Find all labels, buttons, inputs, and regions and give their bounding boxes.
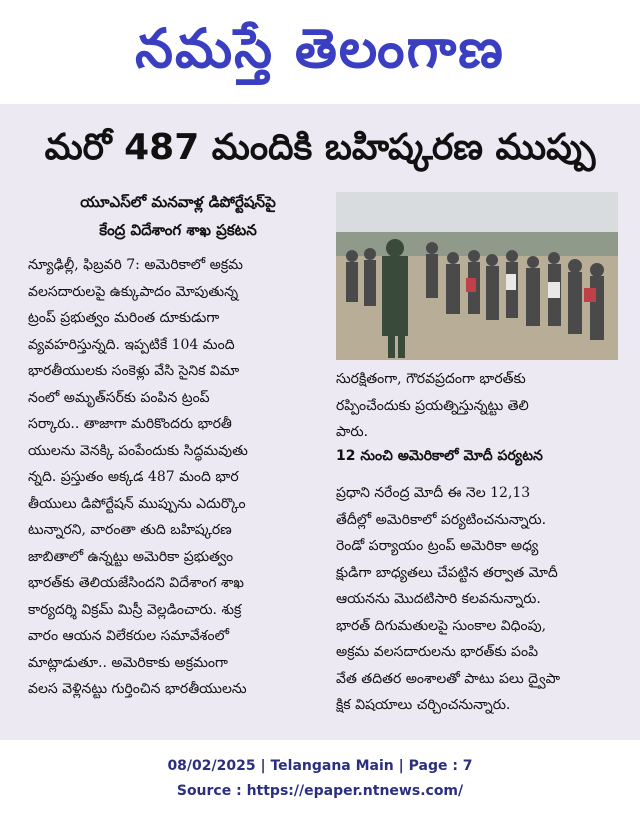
article.right-column-bottom-line: క్షుడిగా బాధ్యతలు చేపట్టిన తర్వాత మోదీ <box>336 564 558 581</box>
article.left-column-line: ట్రంప్ ప్రభుత్వం మరింత దూకుడుగా <box>28 310 220 326</box>
left-column <box>28 252 340 703</box>
footer-date-page: 08/02/2025 | Telangana Main | Page : 7 <box>167 758 473 774</box>
article.left-column-line: న్యూఢిల్లీ, ఫిబ్రవరి 7: అమెరికాలో అక్రమ <box>28 257 243 273</box>
article.right-column-bottom-line: తేదీల్లో అమెరికాలో పర్యటించనున్నారు. <box>336 511 547 528</box>
article.left-column-line: జాబితాలో ఉన్నట్టు అమెరికా ప్రభుత్వం <box>28 548 234 565</box>
masthead <box>0 0 640 104</box>
article.left-column-line: భారతీయులకు సంకెళ్లు వేసి సైనిక విమా <box>28 363 240 379</box>
footer-source: Source : https://epaper.ntnews.com/ <box>176 783 464 799</box>
article.left-column-line: మాట్లాడుతూ.. అమెరికాకు అక్రమంగా <box>28 654 228 671</box>
article.right-column-bottom-line: అక్రమ వలసదారులను భారత్‌కు పంపి <box>336 644 539 660</box>
newspaper-logo: నమస్తే తెలంగాణ <box>135 17 505 80</box>
subheadline-line-2: కేంద్ర విదేశాంగ శాఖ ప్రకటన <box>99 221 257 239</box>
subheadline-line-1: యూఎస్‌లో మనవాళ్ల డిపోర్టేషన్‌పై <box>80 193 276 211</box>
article.left-column-line: సర్కారు.. తాజాగా మరికొందరు భారతీ <box>28 416 232 432</box>
article.left-column-line: యులను వెనక్కి పంపేందుకు సిద్ధమవుతు <box>28 442 248 459</box>
article.left-column-line: టున్నారని, వారంతా తుది బహిష్కరణ <box>28 522 232 538</box>
article.left-column-line: వలస వెళ్లినట్టు గుర్తించిన భారతీయులను <box>28 681 247 697</box>
article.right-column-top-line: పారు. <box>336 424 369 440</box>
right-column-bottom <box>336 480 618 719</box>
article.left-column-line: కార్యదర్శి విక్రమ్ మిస్రీ వెల్లడించారు. శుక్ర <box>28 601 242 618</box>
article.left-column-line: భారత్‌కు తెలియజేసిందని విదేశాంగ శాఖ <box>28 575 244 591</box>
article.right-column-bottom-line: ప్రధాని నరేంద్ర మోదీ ఈ నెల 12,13 <box>336 485 531 501</box>
article.right-column-top-line: రప్పించేందుకు ప్రయత్నిస్తున్నట్టు తెలి <box>336 397 529 414</box>
article.right-column-bottom-line: భారత్ దిగుమతులపై సుంకాల విధింపు, <box>336 617 547 634</box>
article.right-column-bottom-line: క్షిక విషయాలు చర్చించనున్నారు. <box>336 697 511 713</box>
migrants-photo-illustration <box>336 192 618 360</box>
right-column-top <box>336 366 618 446</box>
article.left-column-line: వలసదారులపై ఉక్కుపాదం మోపుతున్న <box>28 283 239 300</box>
news-photo <box>336 192 618 360</box>
article.right-column-bottom-line: వేత తదితర అంశాలతో పాటు పలు ద్వైపా <box>336 670 561 687</box>
right-subheadline: 12 నుంచి అమెరికాలో మోదీ పర్యటన <box>336 448 543 464</box>
article.left-column-line: వ్యవహరిస్తున్నది. ఇప్పటికే 104 మంది <box>28 336 235 353</box>
article.left-column-line: వారం ఆయన విలేకరుల సమావేశంలో <box>28 628 229 644</box>
article.right-column-bottom-line: రెండో పర్యాయం ట్రంప్ అమెరికా అధ్య <box>336 538 539 554</box>
article.left-column-line: న్నది. ప్రస్తుతం అక్కడ 487 మంది భార <box>28 469 239 485</box>
article.left-column-line: నంలో అమృత్‌సర్‌కు పంపిన ట్రంప్ <box>28 389 210 406</box>
article-headline: మరో 487 మందికి బహిష్కరణ ముప్పు <box>44 127 596 168</box>
article.right-column-bottom-line: ఆయనను మొదటిసారి కలవనున్నారు. <box>336 591 541 607</box>
article.left-column-line: తీయులు డిపోర్టేషన్ ముప్పును ఎదుర్కొం <box>28 495 246 512</box>
article.right-column-top-line: సురక్షితంగా, గౌరవప్రదంగా భారత్‌కు <box>336 371 526 387</box>
